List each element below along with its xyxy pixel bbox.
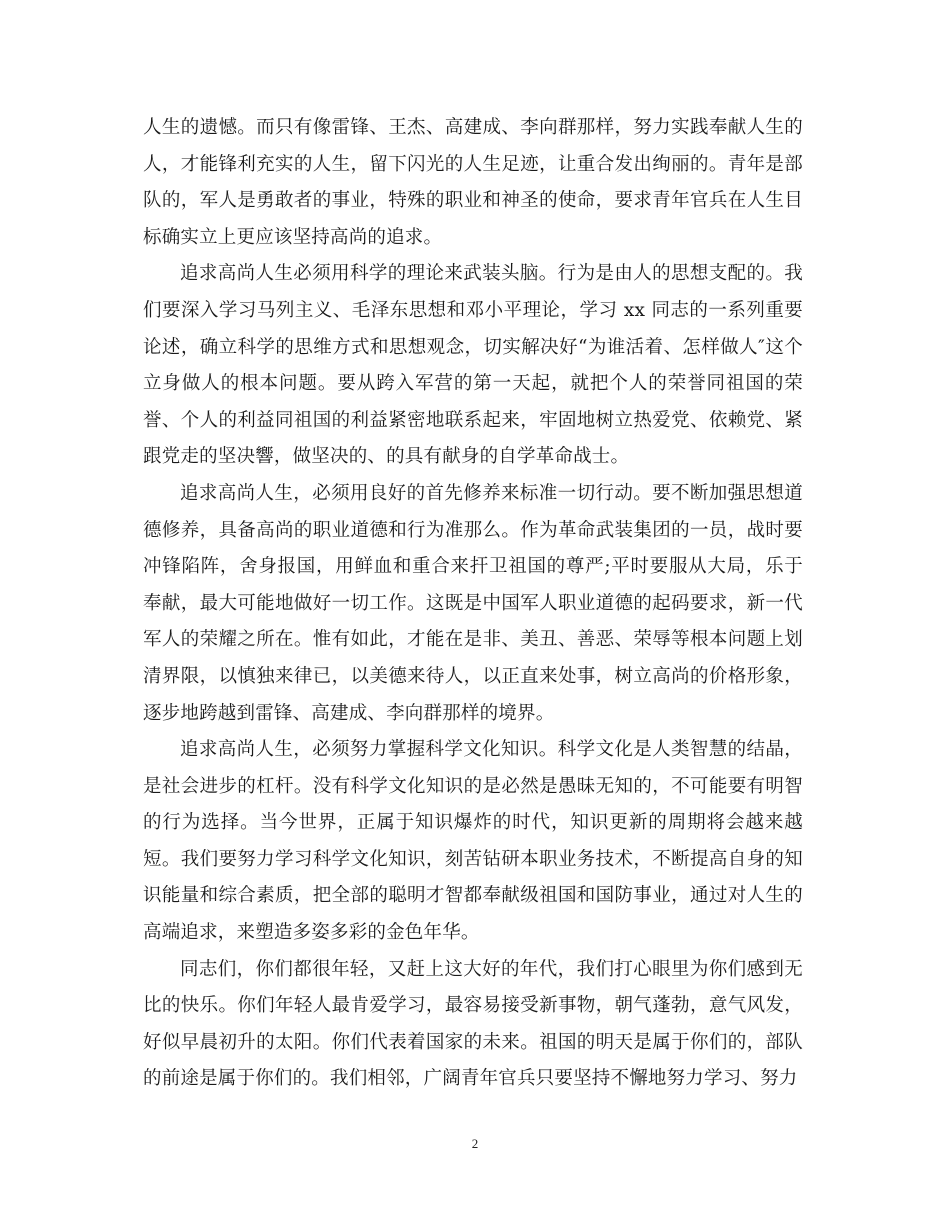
paragraph-moral-cultivation: 追求高尚人生，必须用良好的首先修养来标准一切行动。要不断加强思想道德修养，具备高尚的职业道德和行为准那么。作为革命武装集团的一员，战时要冲锋陷阵，舍身报国，用鲜血和重合来扞卫祖国的尊严;平时要服从大局，乐于奉献，最大可能地做好一切工作。这既是中国军人职业道德的起码要求，新一代军人的荣耀之所在。惟有如此，才能在是非、美丑、善恶、荣辱等根本问题上划清界限，以慎独来律已，以美德来待人，以正直来处事，树立高尚的价格形象，逐步地跨越到雷锋、高建成、李向群那样的境界。: [143, 482, 803, 724]
paragraph-continuation: 人生的遗憾。而只有像雷锋、王杰、高建成、李向群那样，努力实践奉献人生的人，才能锋利充实的人生，留下闪光的人生足迹，让重合发出绚丽的。青年是部队的，军人是勇敢者的事业，特殊的职业和神圣的使命，要求青年官兵在人生目标确实立上更应该坚持高尚的追求。: [143, 117, 803, 248]
page-number: 2: [471, 1136, 479, 1151]
document-body: [143, 110, 803, 1098]
paragraph-scientific-theory: 追求高尚人生必须用科学的理论来武装头脑。行为是由人的思想支配的。我们要深入学习马列主义、毛泽东思想和邓小平理论，学习 xx 同志的一系列重要论述，确立科学的思维方式和思想观念，切实解决好“为谁活着、怎样做人″这个立身做人的根本问题。要从跨入军营的第一天起，就把个人的荣誉同祖国的荣誉、个人的利益同祖国的利益紧密地联系起来，牢固地树立热爱党、依赖党、紧跟党走的坚决響，做坚决的、的具有献身的自学革命战士。: [143, 263, 803, 468]
paragraph-scientific-knowledge: 追求高尚人生，必须努力掌握科学文化知识。科学文化是人类智慧的结晶，是社会进步的杠杆。没有科学文化知识的是必然是愚昧无知的，不可能要有明智的行为选择。当今世界，正属于知识爆炸的时代，知识更新的周期将会越来越短。我们要努力学习科学文化知识，刻苦钻研本职业务技术，不断提高自身的知识能量和综合素质，把全部的聪明才智都奉献级祖国和国防事业，通过对人生的高端追求，来塑造多姿多彩的金色年华。: [143, 739, 803, 944]
paragraph-address-comrades: 同志们，你们都很年轻，又赶上这大好的年代，我们打心眼里为你们感到无比的快乐。你们年轻人最肯爱学习，最容易接受新事物，朝气蓬勃，意气风发，好似早晨初升的太阳。你们代表着国家的未来。祖国的明天是属于你们的，部队的前途是属于你们的。我们相邻，广阔青年官兵只要坚持不懈地努力学习、努力: [143, 958, 803, 1090]
